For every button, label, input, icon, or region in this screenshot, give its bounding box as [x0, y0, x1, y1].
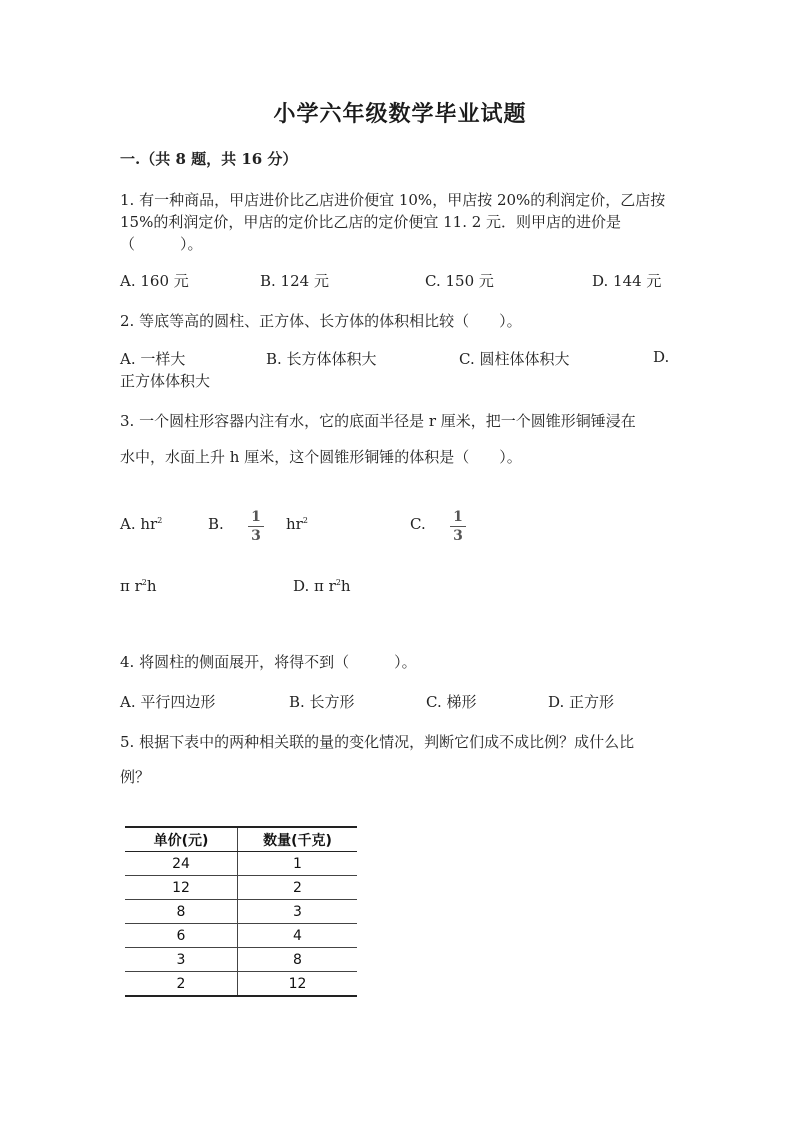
question-1-option-a: A. 160 元: [120, 272, 189, 290]
question-4-option-a: A. 平行四边形: [120, 693, 216, 711]
table-cell: 6: [125, 924, 238, 948]
table-cell: 2: [125, 972, 238, 997]
table-row: [125, 972, 357, 997]
question-2-line-1: 2. 等底等高的圆柱、正方体、长方体的体积相比较（ ）。: [120, 312, 522, 330]
table-cell: 3: [238, 900, 358, 924]
table-cell: 8: [238, 948, 358, 972]
fraction-bar: [248, 526, 264, 527]
table-cell: 8: [125, 900, 238, 924]
question-3-option-a-text: A. hr: [120, 515, 158, 533]
section-heading: 一.（共 8 题，共 16 分）: [120, 150, 298, 168]
table-row: [125, 876, 357, 900]
question-1-line-2: 15%的利润定价，甲店的定价比乙店的定价便宜 11. 2 元．则甲店的进价是: [120, 213, 622, 231]
table-header-row: [125, 827, 357, 852]
table-header-unit-price: 单价(元): [125, 827, 238, 852]
question-1-option-b: B. 124 元: [260, 272, 329, 290]
table-row: [125, 852, 357, 876]
question-3-option-a: [120, 515, 162, 533]
table-header-quantity: 数量(千克): [238, 827, 358, 852]
question-2-option-a: A. 一样大: [120, 350, 186, 368]
question-3-option-d-expr: D. π r: [293, 577, 336, 595]
question-2-option-d-continued: 正方体体积大: [120, 372, 211, 390]
table-cell: 2: [238, 876, 358, 900]
question-4-option-d: D. 正方形: [548, 693, 615, 711]
question-3-option-c-continued: [120, 577, 157, 595]
table-cell: 3: [125, 948, 238, 972]
question-5-line-2: 例？: [120, 768, 151, 786]
fraction-bar: [450, 526, 466, 527]
fraction-numerator: 1: [251, 509, 261, 525]
question-1-line-1: 1. 有一种商品，甲店进价比乙店进价便宜 10%，甲店按 20%的利润定价，乙店按: [120, 191, 666, 209]
fraction-denominator: 3: [251, 528, 261, 544]
superscript-2: 2: [302, 516, 308, 525]
question-3-option-d: [293, 577, 351, 595]
question-3-line-1: 3. 一个圆柱形容器内注有水，它的底面半径是 r 厘米，把一个圆锥形铜锤浸在: [120, 412, 636, 430]
question-4-line-1: 4. 将圆柱的侧面展开，将得不到（ ）。: [120, 653, 417, 671]
question-5-line-1: 5. 根据下表中的两种相关联的量的变化情况，判断它们成不成比例？成什么比: [120, 733, 635, 751]
question-1-option-d: D. 144 元: [592, 272, 662, 290]
question-4-option-b: B. 长方形: [289, 693, 355, 711]
question-3-option-c-expr: π r: [120, 577, 142, 595]
page-title: 小学六年级数学毕业试题: [273, 101, 527, 127]
fraction-numerator: 1: [453, 509, 463, 525]
fraction-one-third: [248, 510, 264, 543]
table-row: [125, 900, 357, 924]
table-cell: 4: [238, 924, 358, 948]
fraction-denominator: 3: [453, 528, 463, 544]
question-1-option-c: C. 150 元: [425, 272, 494, 290]
question-3-option-b-label: B.: [208, 515, 224, 533]
fraction-one-third: [450, 510, 466, 543]
question-1-line-3: （ ）。: [120, 235, 203, 253]
question-3-option-b-text: [286, 515, 308, 533]
question-2-option-b: B. 长方体体积大: [266, 350, 377, 368]
question-3-option-b-expr: hr: [286, 515, 303, 533]
price-quantity-table: [125, 826, 357, 997]
table-cell: 1: [238, 852, 358, 876]
question-3-option-c-label: C.: [410, 515, 426, 533]
superscript-2: 2: [335, 578, 341, 587]
superscript-2: 2: [141, 578, 147, 587]
table-cell: 12: [125, 876, 238, 900]
table-row: [125, 948, 357, 972]
question-4-option-c: C. 梯形: [426, 693, 477, 711]
question-3-option-d-tail: h: [340, 577, 351, 595]
question-2-option-c: C. 圆柱体体积大: [459, 350, 570, 368]
table-cell: 24: [125, 852, 238, 876]
table-row: [125, 924, 357, 948]
question-3-line-2: 水中，水面上升 h 厘米，这个圆锥形铜锤的体积是（ ）。: [120, 448, 522, 466]
question-2-option-d: D.: [653, 348, 670, 366]
table-cell: 12: [238, 972, 358, 997]
question-3-option-c-tail: h: [146, 577, 157, 595]
superscript-2: 2: [157, 516, 163, 525]
